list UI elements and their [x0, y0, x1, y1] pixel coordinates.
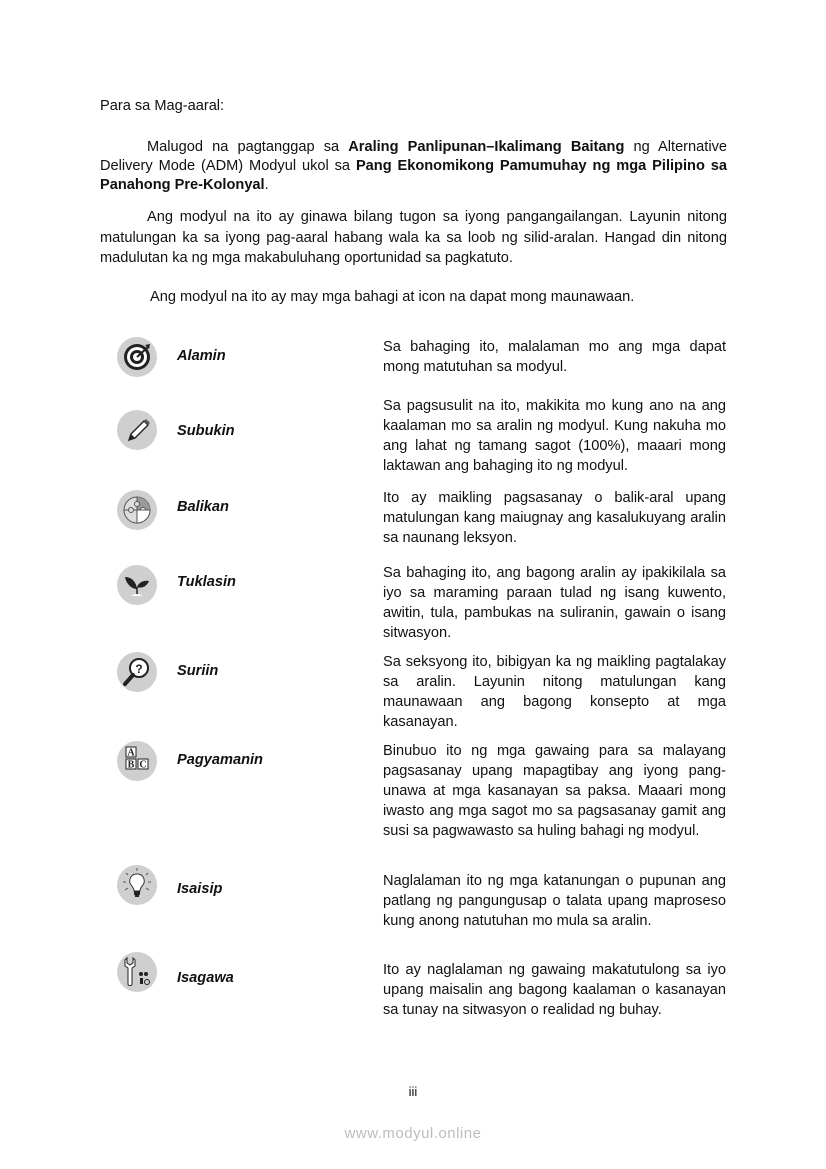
- subject-title: Araling Panlipunan–Ikalimang Baitang: [348, 139, 625, 155]
- magnifier-question-icon: [117, 652, 157, 692]
- svg-text:?: ?: [135, 662, 143, 676]
- intro-paragraph-2: [100, 207, 727, 269]
- section-label: Alamin: [177, 348, 226, 364]
- svg-text:C: C: [139, 759, 147, 771]
- section-description: Sa bahaging ito, malalaman mo ang mga dapat mong matutuhan sa modyul.: [383, 339, 726, 375]
- section-description: Binubuo ito ng mga gawaing para sa malayang pagsasanay upang mapagtibay ang iyong pang-unawa at mga kasanayan sa paksa. Maaari mong iwasto ang mga sagot mo sa pagsasanay gamit ang susi sa pagwawasto sa huling bahagi ng modyul.: [383, 743, 726, 839]
- intro-text: .: [264, 177, 269, 193]
- target-icon: [117, 337, 157, 377]
- section-label: Subukin: [177, 423, 235, 439]
- section-label: Tuklasin: [177, 574, 236, 590]
- sprout-icon: [117, 565, 157, 605]
- svg-text:A: A: [127, 747, 135, 759]
- wrench-tools-icon: [117, 952, 157, 992]
- intro-text: Malugod na pagtanggap sa: [147, 139, 349, 155]
- watermark: www.modyul.online: [344, 1125, 482, 1142]
- intro-text: ng Alternative Delivery Mode (ADM) Modyul ukol sa: [100, 139, 727, 174]
- section-description: Naglalaman ito ng mga katanungan o pupunan ang patlang ng pangungusap o talata upang maproseso kung anong natutuhan mo mula sa aralin.: [383, 873, 726, 929]
- section-description: Sa seksyong ito, bibigyan ka ng maikling pagtalakay sa aralin. Layunin nitong matulungan kang maunawaan ang bagong konsepto at mga kasanayan.: [383, 654, 726, 730]
- svg-text:B: B: [127, 759, 135, 771]
- section-description: Ito ay maikling pagsasanay o balik-aral upang matulungan kang maiugnay ang kasalukuyang aralin sa naunang leksyon.: [383, 490, 726, 546]
- abc-blocks-icon: [117, 741, 157, 781]
- intro-paragraph-1: [100, 138, 727, 195]
- section-label: Pagyamanin: [177, 752, 263, 768]
- intro-text: Ang modyul na ito ay may mga bahagi at icon na dapat mong maunawaan.: [150, 289, 635, 305]
- module-title: Pang Ekonomikong Pamumuhay ng mga Pilipino sa Panahong Pre-Kolonyal: [100, 158, 727, 193]
- section-label: Suriin: [177, 663, 219, 679]
- page-number: iii: [408, 1084, 418, 1099]
- lightbulb-icon: [117, 865, 157, 905]
- intro-paragraph-3: [100, 288, 727, 307]
- intro-text: Ang modyul na ito ay ginawa bilang tugon sa iyong pangangailangan. Layunin nitong matulungan ka sa iyong pag-aaral habang wala ka sa loob ng silid-aralan. Hangad din nitong madulutan ka ng mga makabuluhang oportunidad sa pagkatuto.: [100, 209, 727, 266]
- section-label: Isaisip: [177, 881, 223, 897]
- pencil-icon: [117, 410, 157, 450]
- section-description: Sa bahaging ito, ang bagong aralin ay ipakikilala sa iyo sa maraming paraan tulad ng isang kuwento, awitin, tula, pambukas na suliranin, gawain o isang sitwasyon.: [383, 565, 726, 641]
- section-description: Ito ay naglalaman ng gawaing makatutulong sa iyo upang maisalin ang bagong kaalaman o kasanayan sa tunay na sitwasyon o realidad ng buhay.: [383, 962, 726, 1018]
- salutation: Para sa Mag-aaral:: [100, 98, 225, 114]
- puzzle-icon: [117, 490, 157, 530]
- section-label: Isagawa: [177, 970, 234, 986]
- section-description: Sa pagsusulit na ito, makikita mo kung ano na ang kaalaman mo sa aralin ng modyul. Kung nakuha mo ang lahat ng tamang sagot (100%), maaari mong laktawan ang bahaging ito ng modyul.: [383, 398, 726, 474]
- section-label: Balikan: [177, 499, 229, 515]
